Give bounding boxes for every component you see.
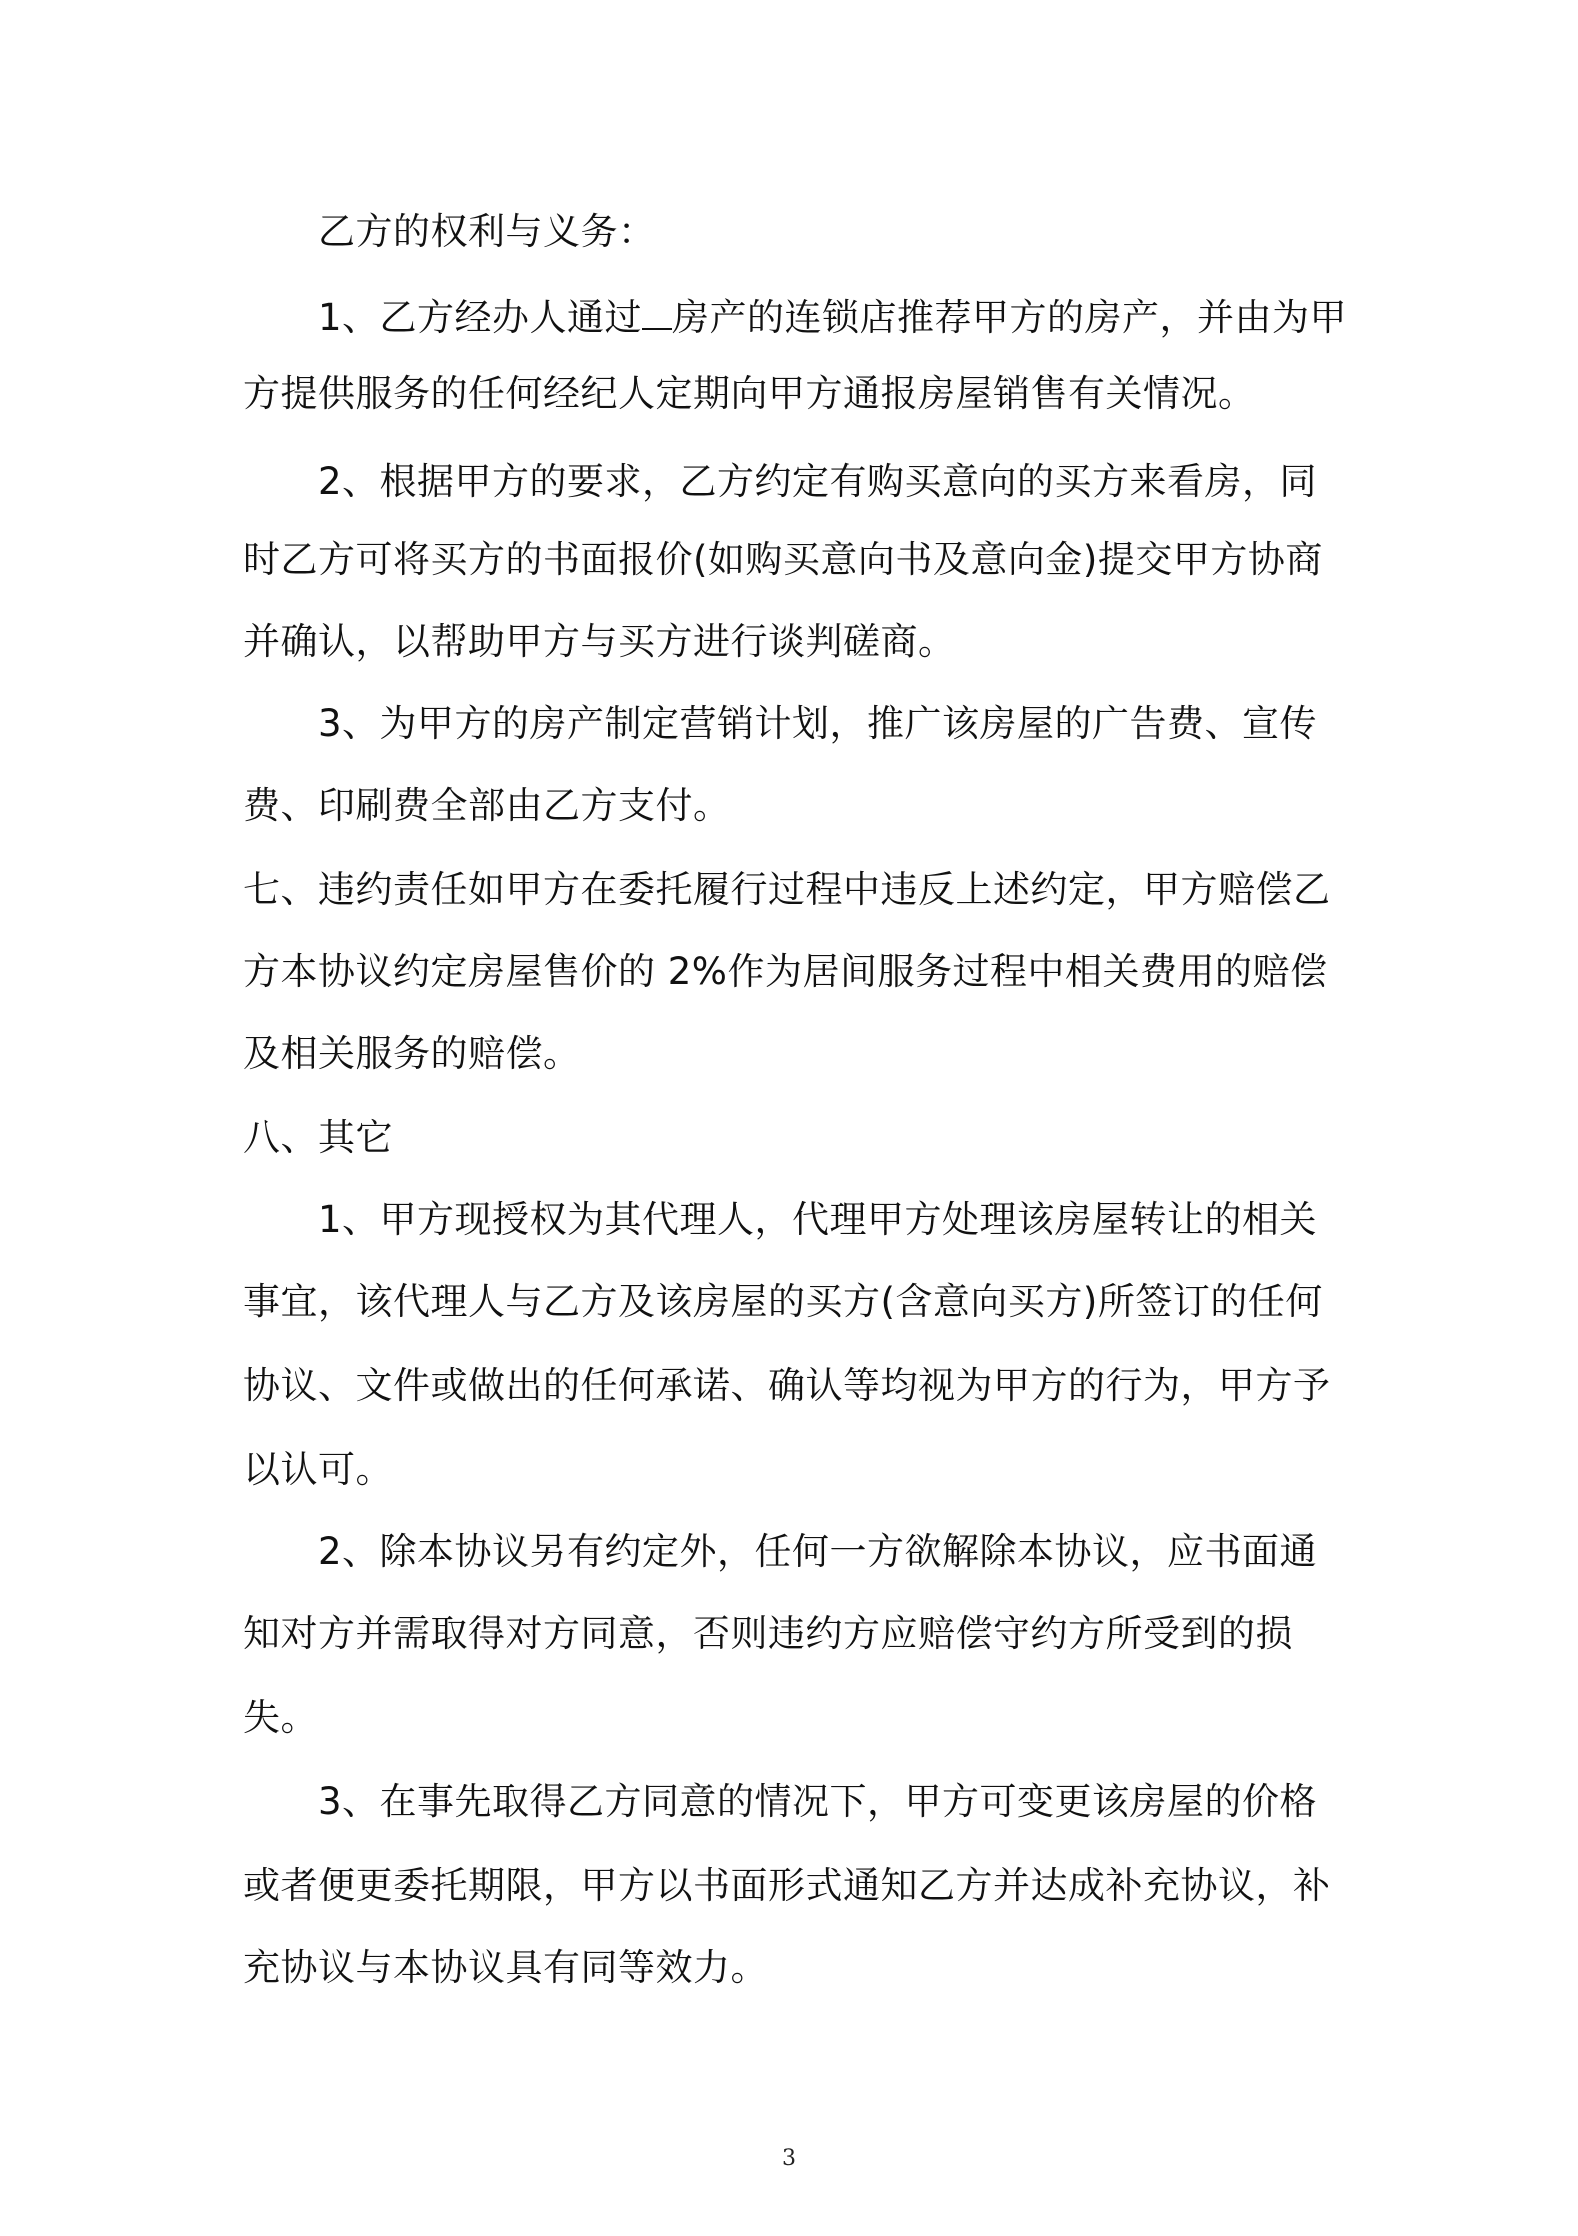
paragraph-line: 失。 — [243, 1696, 318, 1739]
paragraph-line: 2、除本协议另有约定外，任何一方欲解除本协议，应书面通 — [318, 1530, 1318, 1573]
paragraph-line: 或者便更委托期限，甲方以书面形式通知乙方并达成补充协议，补 — [243, 1864, 1331, 1907]
paragraph-line: 1、甲方现授权为其代理人，代理甲方处理该房屋转让的相关 — [318, 1198, 1318, 1241]
paragraph-line: 费、印刷费全部由乙方支付。 — [243, 784, 731, 827]
paragraph-line: 方提供服务的任何经纪人定期向甲方通报房屋销售有关情况。 — [243, 372, 1256, 415]
paragraph-line: 时乙方可将买方的书面报价(如购买意向书及意向金)提交甲方协商 — [243, 538, 1323, 581]
paragraph-line: 2、根据甲方的要求，乙方约定有购买意向的买方来看房，同 — [318, 460, 1318, 503]
section-heading-party-b-rights: 乙方的权利与义务： — [318, 210, 656, 253]
section-heading-breach: 七、违约责任如甲方在委托履行过程中违反上述约定，甲方赔偿乙 — [243, 868, 1331, 911]
paragraph-line — [318, 294, 1418, 342]
paragraph-line: 方本协议约定房屋售价的 2%作为居间服务过程中相关费用的赔偿 — [243, 950, 1328, 993]
paragraph-line: 并确认，以帮助甲方与买方进行谈判磋商。 — [243, 620, 956, 663]
page-number: 3 — [782, 2146, 796, 2171]
text-segment: 1、乙方经办人通过 — [318, 296, 643, 339]
section-heading-other: 八、其它 — [243, 1116, 393, 1159]
paragraph-line: 充协议与本协议具有同等效力。 — [243, 1946, 768, 1989]
paragraph-line: 协议、文件或做出的任何承诺、确认等均视为甲方的行为，甲方予 — [243, 1364, 1331, 1407]
paragraph-line: 及相关服务的赔偿。 — [243, 1032, 581, 1075]
paragraph-line: 3、为甲方的房产制定营销计划，推广该房屋的广告费、宣传 — [318, 702, 1318, 745]
paragraph-line: 事宜，该代理人与乙方及该房屋的买方(含意向买方)所签订的任何 — [243, 1280, 1323, 1323]
text-segment: 房产的连锁店推荐甲方的房产，并由为甲 — [672, 296, 1348, 339]
paragraph-line: 3、在事先取得乙方同意的情况下，甲方可变更该房屋的价格 — [318, 1780, 1318, 1823]
paragraph-line: 知对方并需取得对方同意，否则违约方应赔偿守约方所受到的损 — [243, 1612, 1293, 1655]
paragraph-line: 以认可。 — [243, 1448, 393, 1491]
blank-underline — [642, 298, 672, 330]
